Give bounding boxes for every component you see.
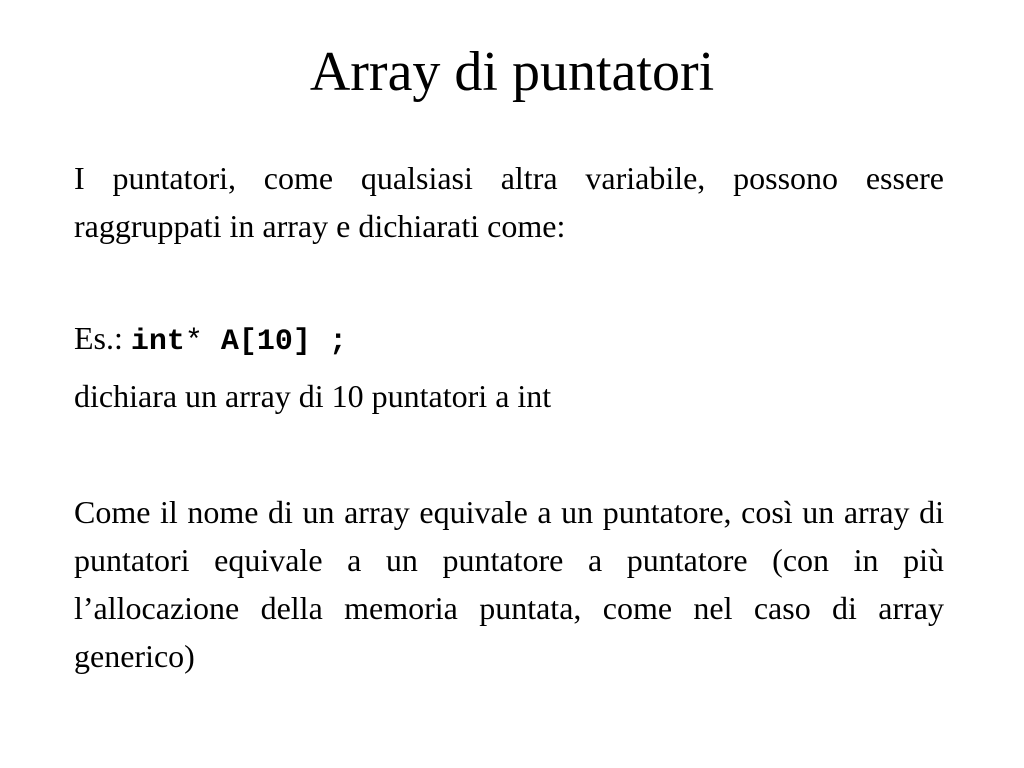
description-line: dichiara un array di 10 puntatori a int [74, 378, 552, 414]
example-prefix: Es.: [74, 320, 131, 356]
example-line [74, 314, 944, 366]
intro-paragraph: I puntatori, come qualsiasi altra variabile, possono essere raggruppati in array e dichiarati come: [74, 160, 944, 244]
code-declaration: A[10] ; [202, 325, 347, 359]
code-star: * [184, 325, 203, 359]
code-type: int [130, 325, 185, 359]
slide-title: Array di puntatori [309, 41, 715, 103]
closing-paragraph: Come il nome di un array equivale a un puntatore, così un array di puntatori equivale a un puntatore a puntatore (con in più l’allocazione della memoria puntata, come nel caso di array generico) [74, 494, 944, 674]
